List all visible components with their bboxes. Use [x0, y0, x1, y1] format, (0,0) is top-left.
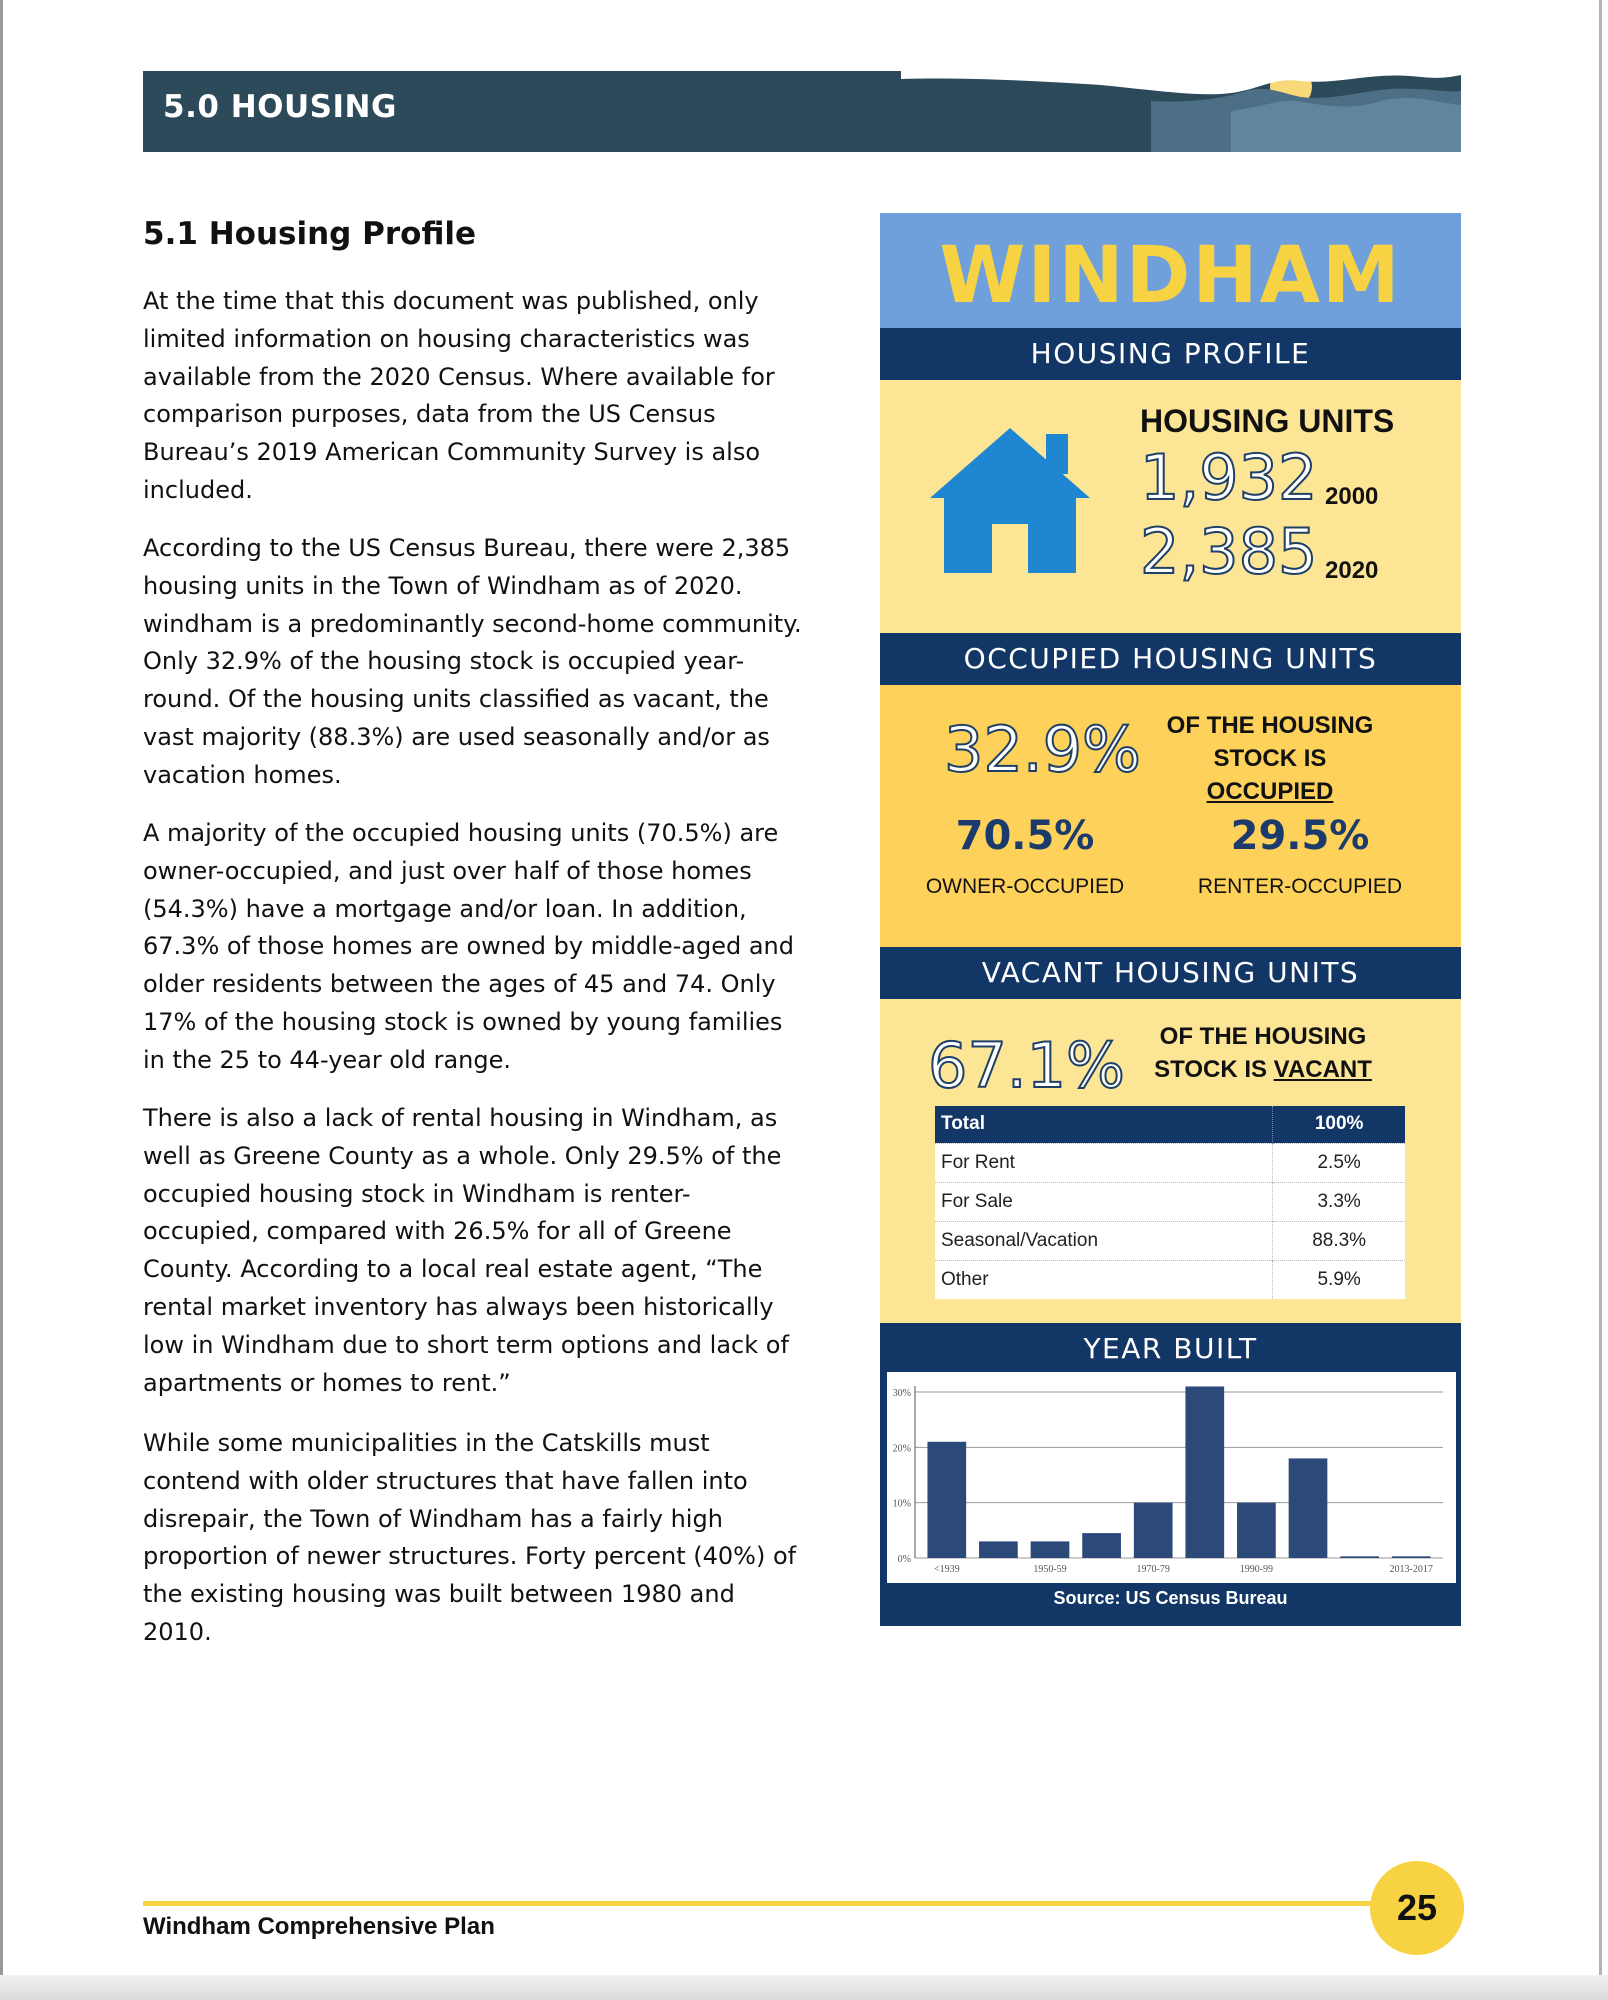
page-number: 25: [1370, 1861, 1464, 1955]
infographic-title: WINDHAM: [939, 231, 1402, 321]
vacant-label: [1143, 1020, 1383, 1086]
chart-x-tick-label: 1950-59: [1033, 1564, 1067, 1575]
occupied-units-bar: OCCUPIED HOUSING UNITS: [880, 633, 1461, 685]
chart-bar: [1340, 1556, 1379, 1558]
table-cell-value: 3.3%: [1273, 1182, 1405, 1221]
section-banner: [143, 71, 1461, 152]
units-2000-year: 2000: [1325, 483, 1379, 510]
table-header-value: 100%: [1273, 1106, 1405, 1143]
vacant-units-bar: VACANT HOUSING UNITS: [880, 947, 1461, 999]
renter-occupied-percent: 29.5%: [1230, 813, 1370, 859]
table-row: [935, 1260, 1405, 1299]
vacancy-table: [935, 1106, 1405, 1299]
occupied-label-line2: [1150, 742, 1390, 808]
page-edge: [1599, 0, 1602, 2000]
housing-profile-bar: HOUSING PROFILE: [880, 328, 1461, 380]
chart-bar: [1392, 1556, 1431, 1558]
vacant-label-keyword: VACANT: [1273, 1056, 1372, 1083]
footer-rule: [143, 1901, 1403, 1906]
chart-x-tick-label: 1990-99: [1239, 1564, 1274, 1575]
chart-bar: [979, 1541, 1018, 1558]
chart-bar: [1031, 1541, 1070, 1558]
year-built-bar-chart: [880, 1323, 1461, 1583]
chart-y-tick-label: 20%: [892, 1443, 911, 1455]
chart-bar: [1185, 1386, 1224, 1558]
table-header-label: Total: [935, 1106, 1273, 1143]
owner-occupied-label: OWNER-OCCUPIED: [925, 875, 1125, 898]
table-cell-value: 88.3%: [1273, 1221, 1405, 1260]
table-cell-value: 5.9%: [1273, 1260, 1405, 1299]
chart-y-tick-label: 30%: [892, 1388, 911, 1399]
vacant-label-prefix: STOCK IS: [1154, 1056, 1274, 1083]
occupied-label-line1: OF THE HOUSING: [1166, 712, 1374, 739]
housing-infographic: [880, 213, 1461, 1626]
chart-bar: [1237, 1503, 1276, 1558]
housing-units-title: HOUSING UNITS: [1140, 403, 1395, 439]
vacant-label-line1: OF THE HOUSING: [1159, 1023, 1367, 1050]
units-2000-value: 1,932: [1140, 441, 1318, 514]
paragraph: There is also a lack of rental housing in Windham, as well as Greene County as a whole. Only 29.5% of the occupied housing stock in Windham is renter-occupied, compared with 26.5% for all of Greene County. According to a local real estate agent, “The rental market inventory has always been historically low in Windham due to short term options and lack of apartments or homes to rent.”: [143, 1104, 789, 1397]
mountain-sun-icon: [901, 71, 1461, 152]
owner-occupied-percent: 70.5%: [955, 813, 1095, 859]
paragraph: A majority of the occupied housing units (70.5%) are owner-occupied, and just over half of those homes (54.3%) have a mortgage and/or loan. In addition, 67.3% of those homes are owned by middle-aged and older residents between the ages of 45 and 74. Only 17% of the housing stock is owned by young families in the 25 to 44-year old range.: [143, 819, 794, 1074]
year-built-bar: YEAR BUILT: [1083, 1332, 1258, 1365]
section-heading: 5.1 Housing Profile: [143, 216, 477, 252]
chart-bar: [1134, 1503, 1173, 1558]
vacant-label-line2: [1143, 1053, 1383, 1086]
year-built-chart: [880, 1323, 1461, 1626]
units-2020-value: 2,385: [1140, 515, 1318, 588]
table-row: [935, 1221, 1405, 1260]
chart-x-tick-label: 1970-79: [1136, 1564, 1170, 1575]
table-header-row: [935, 1106, 1405, 1143]
table-cell-label: For Sale: [935, 1182, 1273, 1221]
dock-bar: [0, 1975, 1608, 2000]
table-cell-label: Seasonal/Vacation: [935, 1221, 1273, 1260]
occupied-label-prefix: STOCK IS: [1213, 745, 1327, 772]
banner-title: 5.0 HOUSING: [163, 89, 397, 125]
chart-x-tick-label: <1939: [933, 1564, 960, 1575]
occupied-label: [1150, 709, 1390, 808]
chart-y-tick-label: 0%: [897, 1554, 911, 1565]
occupied-percent: 32.9%: [944, 713, 1141, 786]
table-row: [935, 1182, 1405, 1221]
occupied-label-keyword: OCCUPIED: [1206, 778, 1334, 805]
footer-title: Windham Comprehensive Plan: [143, 1913, 495, 1940]
chart-source: Source: US Census Bureau: [1053, 1588, 1288, 1608]
table-cell-label: Other: [935, 1260, 1273, 1299]
house-icon: [930, 428, 1090, 573]
paragraph: At the time that this document was published, only limited information on housing characteristics was available from the 2020 Census. Where available for comparison purposes, data from the US Census Bureau’s 2019 American Community Survey is also included.: [143, 287, 775, 504]
chart-x-tick-label: 2013-2017: [1389, 1564, 1433, 1575]
chart-bar: [927, 1442, 966, 1558]
paragraph: According to the US Census Bureau, there were 2,385 housing units in the Town of Windham as of 2020. windham is a predominantly second-home community. Only 32.9% of the housing stock is occupied year-round. Of the housing units classified as vacant, the vast majority (88.3%) are used seasonally and/or as vacation homes.: [143, 534, 802, 789]
vacant-percent: 67.1%: [928, 1029, 1125, 1102]
infographic-header: [880, 213, 1461, 328]
renter-occupied-label: RENTER-OCCUPIED: [1197, 875, 1403, 898]
units-2020-year: 2020: [1325, 557, 1379, 584]
table-cell-value: 2.5%: [1273, 1143, 1405, 1182]
paragraph: While some municipalities in the Catskills must contend with older structures that have fallen into disrepair, the Town of Windham has a fairly high proportion of newer structures. Forty percent (40%) of the existing housing was built between 1980 and 2010.: [143, 1429, 797, 1646]
chart-y-tick-label: 10%: [892, 1498, 911, 1510]
chart-bar: [1289, 1458, 1328, 1558]
table-row: [935, 1143, 1405, 1182]
table-cell-label: For Rent: [935, 1143, 1273, 1182]
page-edge: [0, 0, 3, 2000]
chart-bar: [1082, 1533, 1121, 1558]
